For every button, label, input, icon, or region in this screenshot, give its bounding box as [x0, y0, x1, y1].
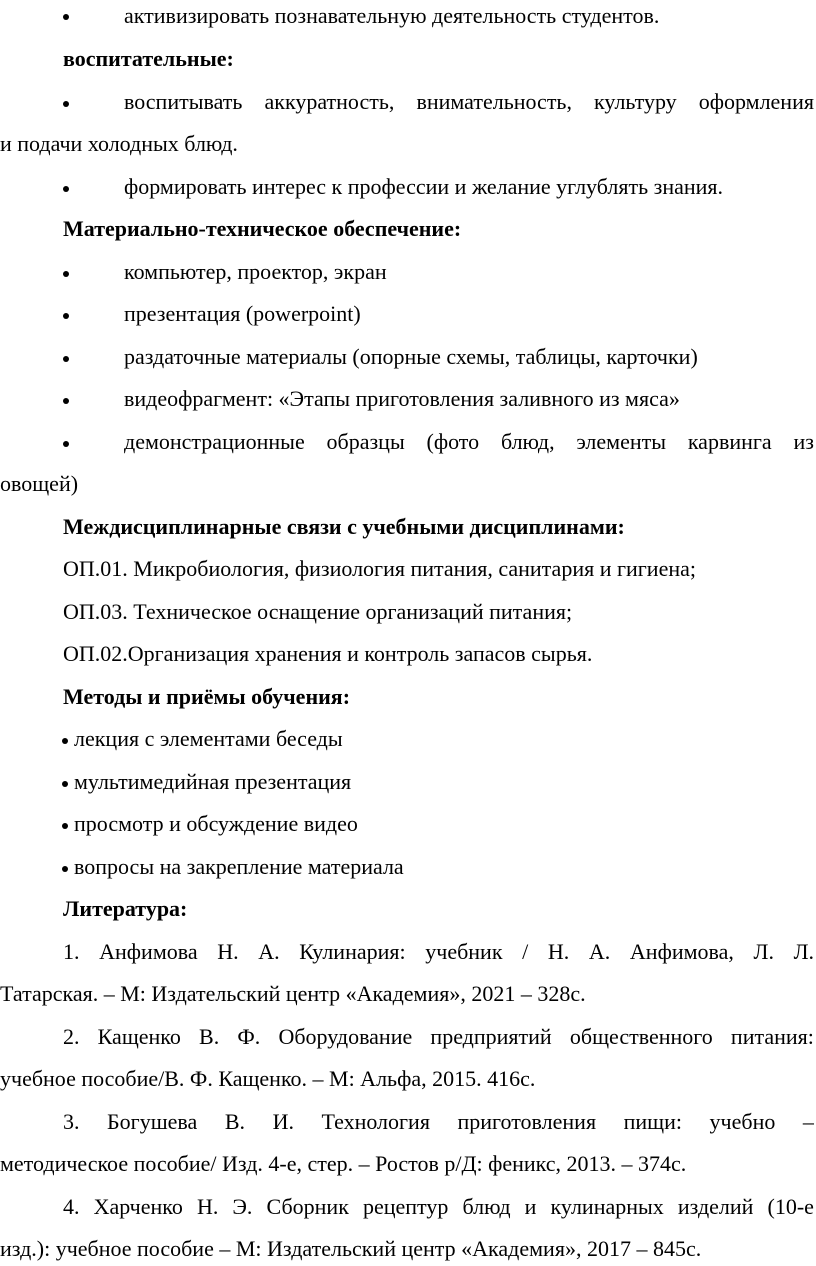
word: Богушева	[107, 1109, 198, 1134]
word: предприятий	[430, 1024, 552, 1049]
word: блюд,	[500, 429, 555, 454]
literature-ref-continuation: методическое пособие/ Изд. 4-е, стер. – Ростов р/Д: феникс, 2013. – 374с.	[0, 1151, 687, 1176]
bullet-icon	[63, 101, 69, 107]
word: аккуратность,	[264, 89, 395, 114]
literature-ref-continuation: изд.): учебное пособие – М: Издательский центр «Академия», 2017 – 845с.	[0, 1236, 702, 1261]
word: учебно	[709, 1109, 776, 1134]
word: Технология	[321, 1109, 430, 1134]
bullet-icon	[62, 781, 68, 787]
bullet-icon	[63, 271, 69, 277]
word: И.	[272, 1109, 294, 1134]
literature-ref-line	[63, 1108, 814, 1136]
word: Харченко	[93, 1194, 183, 1219]
methods-item: вопросы на закрепление материала	[74, 854, 404, 879]
word: Э.	[232, 1194, 253, 1219]
word: демонстрационные	[124, 429, 305, 454]
educational-item: формировать интерес к профессии и желание углублять знания.	[124, 174, 724, 199]
word: Анфимова,	[629, 939, 734, 964]
educational-heading: воспитательные:	[63, 46, 234, 71]
word: Ф.	[237, 1024, 261, 1049]
bullet-icon	[63, 356, 69, 362]
word: блюд	[462, 1194, 511, 1219]
bullet-icon	[62, 738, 68, 744]
word: Оборудование	[278, 1024, 413, 1049]
methods-item: лекция с элементами беседы	[74, 726, 343, 751]
bullet-icon	[62, 866, 68, 872]
equipment-item-line	[124, 428, 814, 456]
equipment-item: видеофрагмент: «Этапы приготовления заливного из мяса»	[124, 386, 680, 411]
objective-item: активизировать познавательную деятельность студентов.	[124, 3, 660, 28]
word: 3.	[63, 1109, 80, 1134]
educational-item-continuation: и подачи холодных блюд.	[0, 131, 238, 156]
word: А.	[258, 939, 280, 964]
word: В.	[224, 1109, 246, 1134]
word: учебник	[425, 939, 503, 964]
equipment-item: компьютер, проектор, экран	[124, 259, 387, 284]
word: Сборник	[266, 1194, 349, 1219]
bullet-icon	[63, 313, 69, 319]
literature-ref-line	[63, 1023, 814, 1051]
word: общественного	[569, 1024, 713, 1049]
word: Н.	[217, 939, 239, 964]
equipment-heading: Материально-техническое обеспечение:	[63, 216, 462, 241]
word: воспитывать	[124, 89, 243, 114]
word: 1.	[63, 939, 80, 964]
methods-item: мультимедийная презентация	[74, 769, 352, 794]
word: Л.	[753, 939, 774, 964]
interdisciplinary-item: ОП.02.Организация хранения и контроль запасов сырья.	[63, 641, 593, 666]
word: внимательность,	[416, 89, 572, 114]
interdisciplinary-item: ОП.03. Техническое оснащение организаций питания;	[63, 599, 573, 624]
literature-ref-continuation: Татарская. – М: Издательский центр «Академия», 2021 – 328с.	[0, 981, 586, 1006]
word: оформления	[698, 89, 814, 114]
equipment-item: презентация (powerpoint)	[124, 301, 361, 326]
word: кулинарных	[550, 1194, 664, 1219]
bullet-icon	[63, 186, 69, 192]
word: 2.	[63, 1024, 80, 1049]
word: –	[802, 1109, 814, 1134]
interdisciplinary-heading: Междисциплинарные связи с учебными дисциплинами:	[63, 514, 625, 539]
methods-heading: Методы и приёмы обучения:	[63, 684, 351, 709]
word: карвинга	[687, 429, 772, 454]
word: Анфимова	[99, 939, 198, 964]
methods-item: просмотр и обсуждение видео	[74, 811, 358, 836]
word: Н.	[547, 939, 570, 964]
word: /	[522, 939, 529, 964]
bullet-icon	[63, 441, 69, 447]
educational-item-line	[124, 88, 814, 116]
word: образцы	[326, 429, 405, 454]
bullet-icon	[63, 398, 69, 404]
word: элементы	[576, 429, 667, 454]
equipment-item: раздаточные материалы (опорные схемы, таблицы, карточки)	[124, 344, 698, 369]
word: питания:	[730, 1024, 814, 1049]
bullet-icon	[62, 823, 68, 829]
word: А.	[588, 939, 611, 964]
word: В.	[199, 1024, 220, 1049]
word: (фото	[426, 429, 480, 454]
literature-ref-continuation: учебное пособие/В. Ф. Кащенко. – М: Альфа, 2015. 416с.	[0, 1066, 536, 1091]
literature-ref-line	[63, 1193, 814, 1221]
word: (10-е	[767, 1194, 814, 1219]
equipment-item-continuation: овощей)	[0, 471, 79, 496]
word: Л.	[793, 939, 814, 964]
word: и	[524, 1194, 537, 1219]
word: из	[793, 429, 814, 454]
word: Кулинария:	[299, 939, 406, 964]
interdisciplinary-item: ОП.01. Микробиология, физиология питания, санитария и гигиена;	[63, 556, 696, 581]
word: культуру	[594, 89, 677, 114]
word: изделий	[677, 1194, 754, 1219]
literature-heading: Литература:	[63, 896, 188, 921]
word: Кащенко	[97, 1024, 181, 1049]
word: рецептур	[362, 1194, 449, 1219]
bullet-icon	[63, 14, 69, 20]
word: 4.	[63, 1194, 80, 1219]
word: приготовления	[457, 1109, 597, 1134]
word: Н.	[196, 1194, 219, 1219]
word: пищи:	[623, 1109, 682, 1134]
literature-ref-line	[63, 938, 814, 966]
